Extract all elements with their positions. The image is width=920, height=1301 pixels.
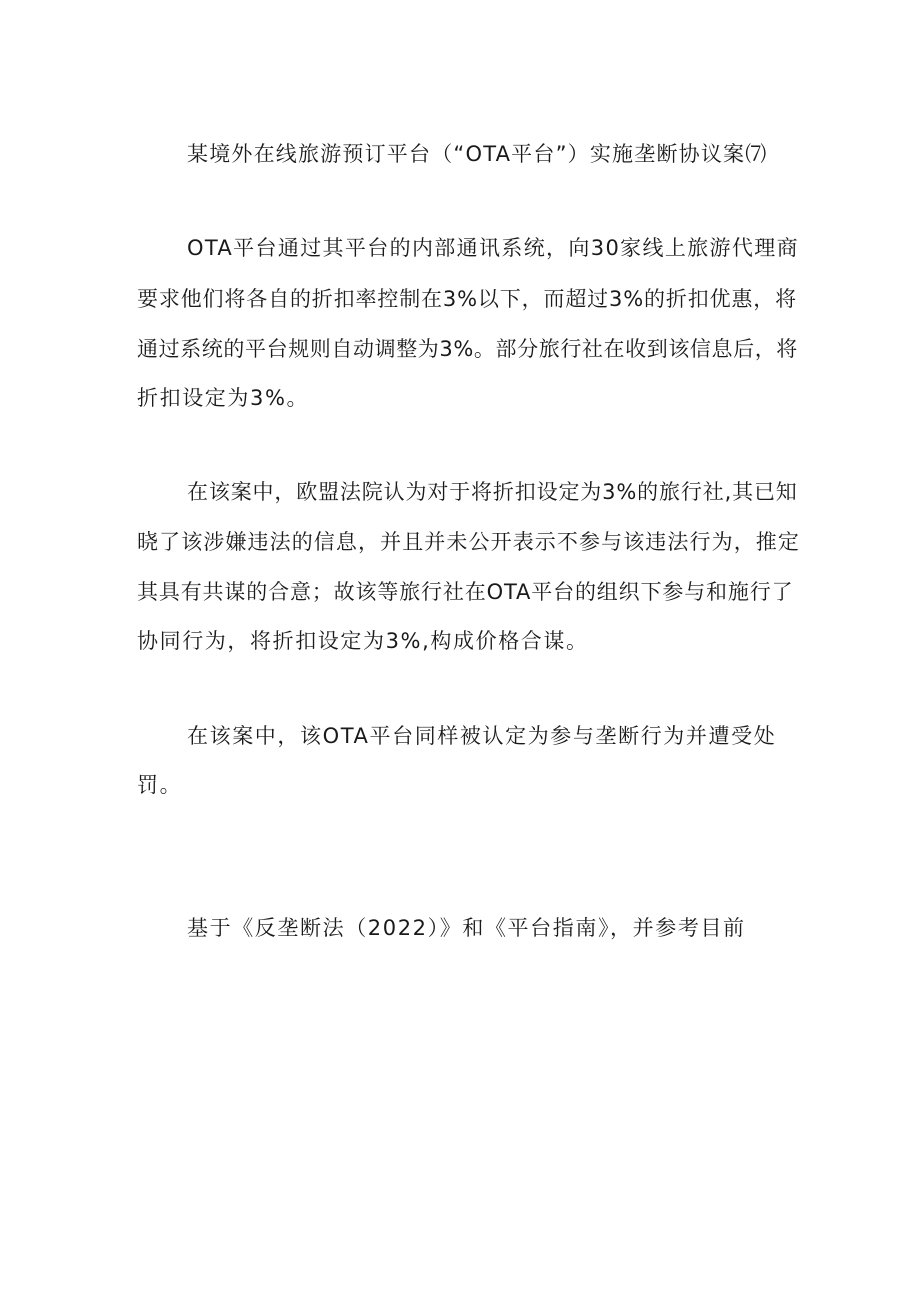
paragraph-line: 在该案中，该OTA平台同样被认定为参与垄断行为并遭受处 [187, 724, 777, 748]
paragraph-line: OTA平台通过其平台的内部通讯系统，向30家线上旅游代理商 [187, 236, 799, 260]
paragraph-line: 通过系统的平台规则自动调整为3%。部分旅行社在收到该信息后，将 [137, 337, 798, 361]
paragraph-line: 在该案中，欧盟法院认为对于将折扣设定为3%的旅行社,其已知 [187, 480, 798, 504]
paragraph-line: 折扣设定为3%。 [137, 386, 310, 410]
paragraph-line: 罚。 [137, 773, 183, 797]
paragraph-line: 基于《反垄断法（2022）》和《平台指南》，并参考目前 [187, 916, 746, 940]
paragraph-line: 要求他们将各自的折扣率控制在3%以下，而超过3%的折扣优惠，将 [137, 287, 797, 311]
paragraph-line: 晓了该涉嫌违法的信息，并且并未公开表示不参与该违法行为，推定 [137, 530, 800, 554]
paragraph-line: 协同行为，将折扣设定为3%,构成价格合谋。 [137, 629, 589, 653]
paragraph-line: 其具有共谋的合意；故该等旅行社在OTA平台的组织下参与和施行了 [137, 580, 794, 604]
document-title: 某境外在线旅游预订平台（“OTA平台”）实施垄断协议案⑺ [187, 142, 768, 166]
